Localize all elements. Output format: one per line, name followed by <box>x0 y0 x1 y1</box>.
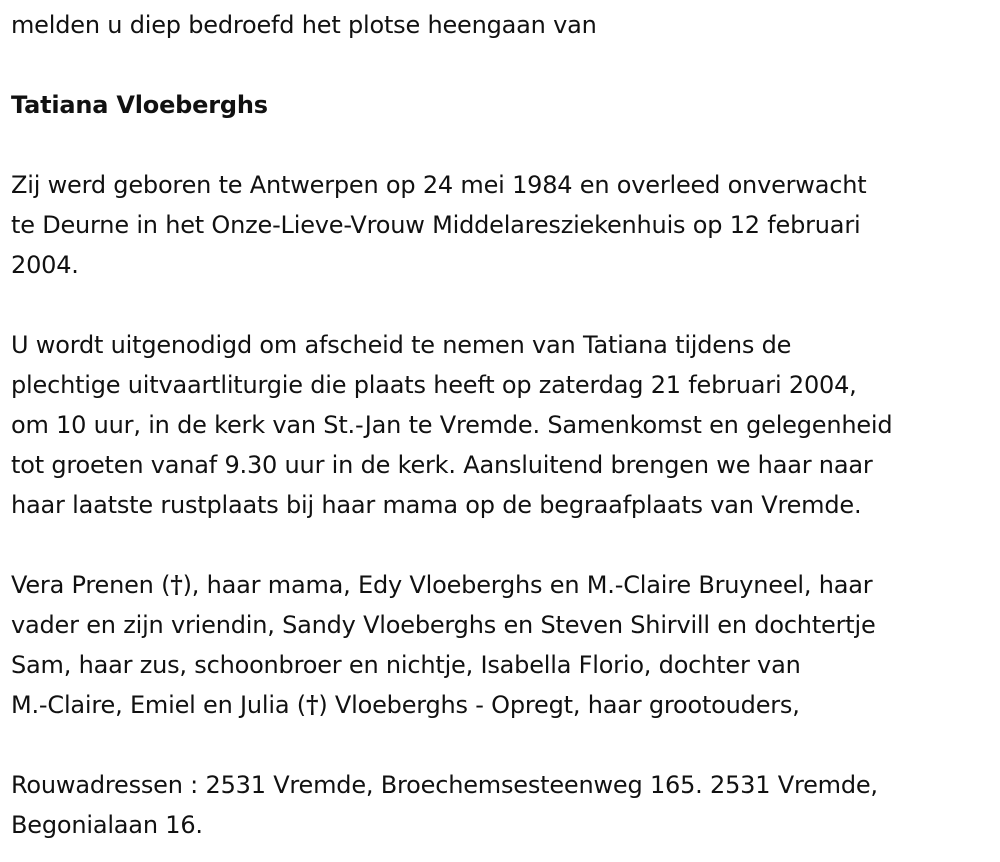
family-text: ), haar mama, Edy Vloeberghs en M.-Claire Bruyneel, haar <box>182 571 873 599</box>
funeral-line: U wordt uitgenodigd om afscheid te nemen van Tatiana tijdens de <box>11 331 792 359</box>
birth-line: 2004. <box>11 251 79 279</box>
spacer <box>11 725 990 765</box>
spacer <box>11 125 990 165</box>
family-line <box>11 565 990 605</box>
family-paragraph <box>11 565 990 725</box>
addresses-paragraph <box>11 765 990 845</box>
family-text: M.-Claire, Emiel en Julia ( <box>11 691 306 719</box>
family-text: ) Vloeberghs - Opregt, haar grootouders, <box>318 691 800 719</box>
birth-paragraph <box>11 165 990 285</box>
cross-icon: † <box>305 690 319 719</box>
funeral-line: tot groeten vanaf 9.30 uur in de kerk. Aansluitend brengen we haar naar <box>11 451 873 479</box>
family-text: Vera Prenen ( <box>11 571 171 599</box>
deceased-name: Tatiana Vloeberghs <box>11 91 268 119</box>
spacer <box>11 525 990 565</box>
address-line: Rouwadressen : 2531 Vremde, Broechemsesteenweg 165. 2531 Vremde, <box>11 771 878 799</box>
birth-line: Zij werd geboren te Antwerpen op 24 mei 1984 en overleed onverwacht <box>11 171 867 199</box>
spacer <box>11 45 990 85</box>
spacer <box>11 285 990 325</box>
family-line: vader en zijn vriendin, Sandy Vloeberghs en Steven Shirvill en dochtertje <box>11 611 876 639</box>
funeral-line: haar laatste rustplaats bij haar mama op de begraafplaats van Vremde. <box>11 491 862 519</box>
birth-line: te Deurne in het Onze-Lieve-Vrouw Middelaresziekenhuis op 12 februari <box>11 211 861 239</box>
funeral-paragraph <box>11 325 990 525</box>
funeral-line: plechtige uitvaartliturgie die plaats heeft op zaterdag 21 februari 2004, <box>11 371 857 399</box>
address-line: Begonialaan 16. <box>11 811 203 839</box>
intro-text: melden u diep bedroefd het plotse heengaan van <box>11 11 597 39</box>
cross-icon: † <box>170 570 183 599</box>
family-line: Sam, haar zus, schoonbroer en nichtje, Isabella Florio, dochter van <box>11 651 801 679</box>
funeral-line: om 10 uur, in de kerk van St.-Jan te Vremde. Samenkomst en gelegenheid <box>11 411 893 439</box>
family-line <box>11 685 990 725</box>
